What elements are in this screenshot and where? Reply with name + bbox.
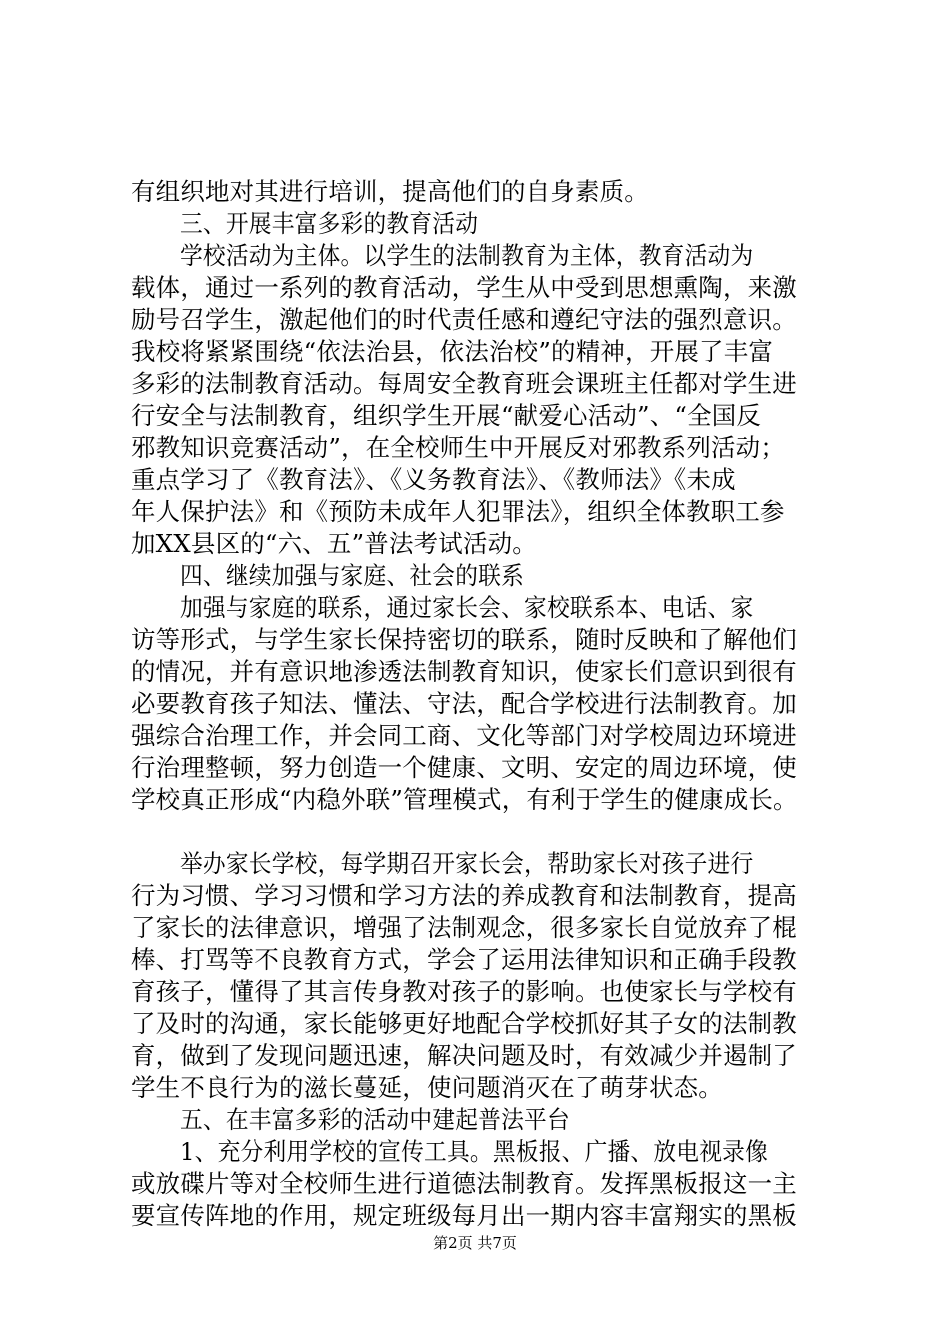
page-footer: 第2页 共7页 — [433, 1234, 517, 1252]
text-line: 载体，通过一系列的教育活动，学生从中受到思想熏陶，来激 — [131, 273, 797, 302]
text-line: 多彩的法制教育活动。每周安全教育班会课班主任都对学生进 — [131, 369, 797, 398]
text-line: 行安全与法制教育，组织学生开展“献爱心活动”、“全国反 — [131, 401, 762, 430]
section-heading: 五、在丰富多彩的活动中建起普法平台 — [180, 1105, 570, 1134]
text-line: 学生不良行为的滋长蔓延，使问题消灭在了萌芽状态。 — [131, 1073, 723, 1102]
text-line: 加XX县区的“六、五”普法考试活动。 — [131, 529, 537, 558]
text-line: 的情况，并有意识地渗透法制教育知识，使家长们意识到很有 — [131, 657, 797, 686]
text-line: 强综合治理工作，并会同工商、文化等部门对学校周边环境进 — [131, 721, 797, 750]
text-line: 励号召学生，激起他们的时代责任感和遵纪守法的强烈意识。 — [131, 305, 797, 334]
text-line: 或放碟片等对全校师生进行道德法制教育。发挥黑板报这一主 — [131, 1169, 797, 1198]
section-heading: 三、开展丰富多彩的教育活动 — [180, 209, 479, 238]
text-line: 年人保护法》和《预防未成年人犯罪法》，组织全体教职工参 — [131, 497, 785, 526]
text-line: 学校真正形成“内稳外联”管理模式，有利于学生的健康成长。 — [131, 785, 798, 814]
text-line: 育，做到了发现问题迅速，解决问题及时，有效减少并遏制了 — [131, 1041, 797, 1070]
text-line: 举办家长学校，每学期召开家长会，帮助家长对孩子进行 — [180, 849, 754, 878]
text-line: 学校活动为主体。以学生的法制教育为主体，教育活动为 — [180, 241, 754, 270]
text-line: 重点学习了《教育法》、《义务教育法》、《教师法》《未成 — [131, 465, 736, 494]
text-line: 有组织地对其进行培训，提高他们的自身素质。 — [131, 177, 649, 206]
text-line: 必要教育孩子知法、懂法、守法，配合学校进行法制教育。加 — [131, 689, 797, 718]
text-line: 了家长的法律意识，增强了法制观念，很多家长自觉放弃了棍 — [131, 913, 797, 942]
text-line: 邪教知识竞赛活动”，在全校师生中开展反对邪教系列活动； — [131, 433, 786, 462]
text-line: 1、充分利用学校的宣传工具。黑板报、广播、放电视录像 — [180, 1137, 769, 1166]
text-line: 加强与家庭的联系，通过家长会、家校联系本、电话、家 — [180, 593, 754, 622]
text-line: 要宣传阵地的作用，规定班级每月出一期内容丰富翔实的黑板 — [131, 1201, 797, 1230]
text-line: 育孩子，懂得了其言传身教对孩子的影响。也使家长与学校有 — [131, 977, 797, 1006]
text-line: 行治理整顿，努力创造一个健康、文明、安定的周边环境，使 — [131, 753, 797, 782]
text-line: 了及时的沟通，家长能够更好地配合学校抓好其子女的法制教 — [131, 1009, 797, 1038]
text-line: 访等形式，与学生家长保持密切的联系，随时反映和了解他们 — [131, 625, 797, 654]
text-line: 行为习惯、学习习惯和学习方法的养成教育和法制教育，提高 — [131, 881, 797, 910]
text-line: 棒、打骂等不良教育方式，学会了运用法律知识和正确手段教 — [131, 945, 797, 974]
text-line: 我校将紧紧围绕“依法治县，依法治校”的精神，开展了丰富 — [131, 337, 774, 366]
section-heading: 四、继续加强与家庭、社会的联系 — [180, 561, 525, 590]
